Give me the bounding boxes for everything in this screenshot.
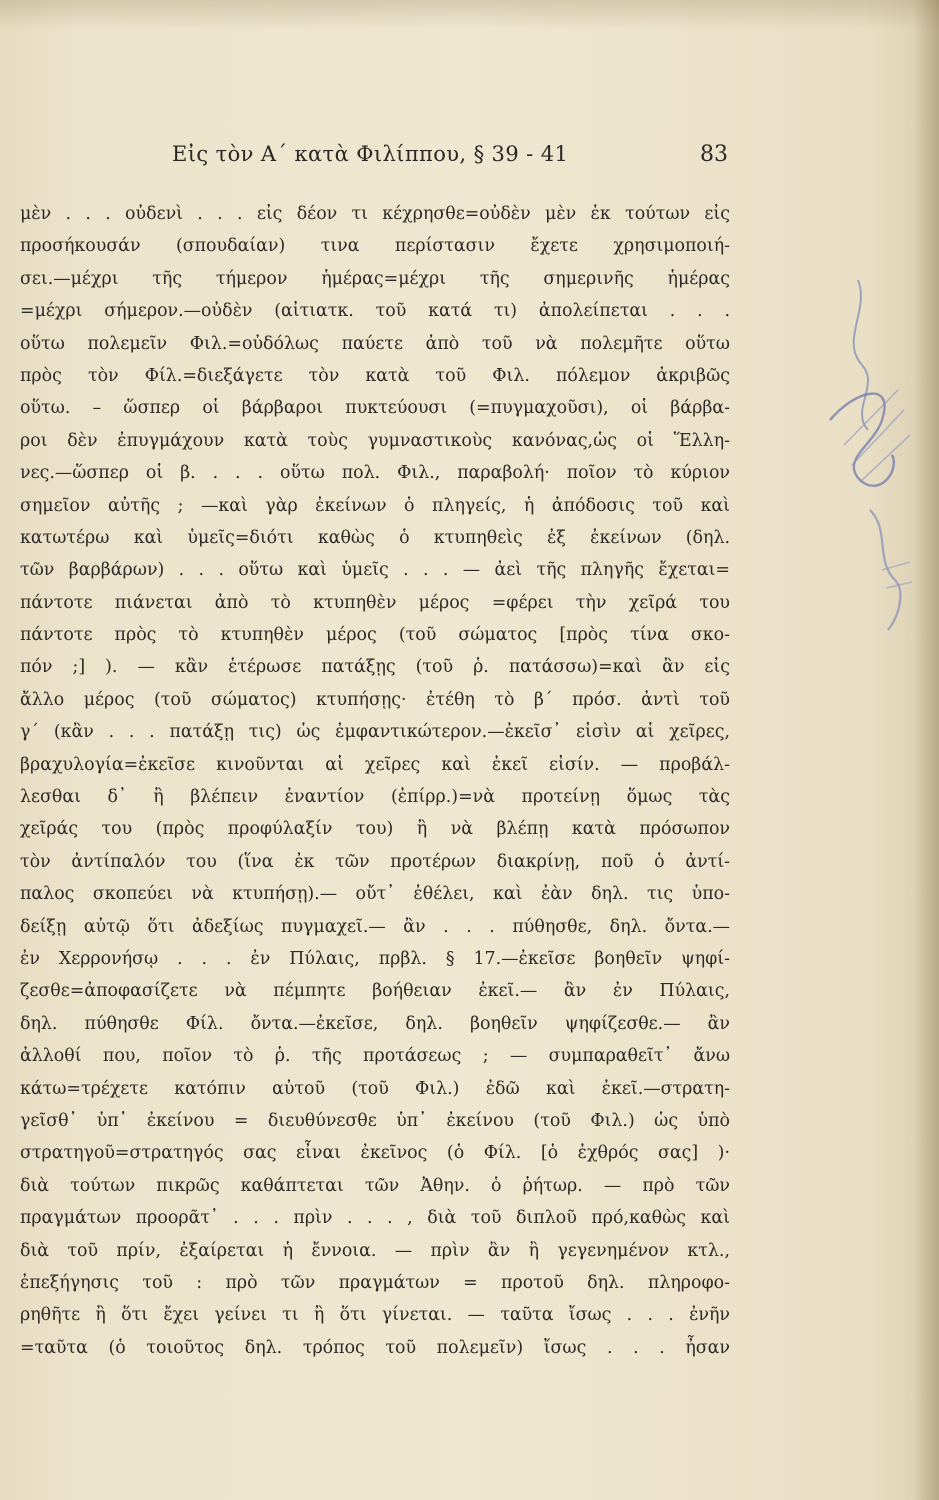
text-line: ζεσθε=ἀποφασίζετε νὰ πέμπητε βοήθειαν ἐκεῖ.— ἂν ἐν Πύλαις, — [20, 981, 730, 1002]
text-line: πάντοτε πιάνεται ἀπὸ τὸ κτυπηθὲν μέρος =φέρει τὴν χεῖρά του — [20, 592, 730, 613]
page-top-shadow — [0, 0, 939, 30]
text-line: διὰ τούτων πικρῶς καθάπτεται τῶν Ἀθην. ὁ ῥήτωρ. — πρὸ τῶν — [20, 1175, 730, 1196]
text-line: δείξῃ αὐτῷ ὅτι ἀδεξίως πυγμαχεῖ.— ἂν . . . πύθησθε, δηλ. ὄντα.— — [20, 916, 730, 937]
text-line: γεῖσθ᾽ ὑπ᾽ ἐκείνου = διευθύνεσθε ὑπ᾽ ἐκείνου (τοῦ Φιλ.) ὡς ὑπὸ — [20, 1110, 730, 1131]
text-line: =ταῦτα (ὁ τοιοῦτος δηλ. τρόπος τοῦ πολεμεῖν) ἴσως . . . ἦσαν — [20, 1337, 730, 1358]
text-line: πόν ;] ). — κἂν ἑτέρωσε πατάξῃς (τοῦ ῥ. πατάσσω)=καὶ ἂν εἰς — [20, 657, 730, 678]
text-line: βραχυλογία=ἐκεῖσε κινοῦνται αἱ χεῖρες καὶ ἐκεῖ εἰσίν. — προβάλ- — [20, 754, 730, 775]
text-line: ἄλλο μέρος (τοῦ σώματος) κτυπήσῃς· ἐτέθη τὸ β΄ πρόσ. ἀντὶ τοῦ — [20, 689, 730, 710]
text-line: σημεῖον αὐτῆς ; —καὶ γὰρ ἐκείνων ὁ πληγείς, ἡ ἀπόδοσις τοῦ καὶ — [20, 495, 730, 516]
text-line: δηλ. πύθησθε Φίλ. ὄντα.—ἐκεῖσε, δηλ. βοηθεῖν ψηφίζεσθε.— ἂν — [20, 1013, 730, 1034]
text-line: σει.—μέχρι τῆς τήμερον ἡμέρας=μέχρι τῆς σημερινῆς ἡμέρας — [20, 268, 730, 289]
text-line: στρατηγοῦ=στρατηγός σας εἶναι ἐκεῖνος (ὁ Φίλ. [ὁ ἐχθρός σας] )· — [20, 1143, 730, 1164]
text-line: ἐπεξήγησις τοῦ : πρὸ τῶν πραγμάτων = προτοῦ δηλ. πληροφο- — [20, 1272, 730, 1293]
text-line: =μέχρι σήμερον.—οὐδὲν (αἰτιατκ. τοῦ κατά τι) ἀπολείπεται . . . — [20, 301, 730, 322]
text-line: οὕτω πολεμεῖν Φιλ.=οὐδόλως παύετε ἀπὸ τοῦ νὰ πολεμῆτε οὕτω — [20, 333, 730, 354]
text-line: κάτω=τρέχετε κατόπιν αὐτοῦ (τοῦ Φιλ.) ἐδῶ καὶ ἐκεῖ.—στρατη- — [20, 1078, 730, 1099]
text-line: οὕτω. – ὥσπερ οἱ βάρβαροι πυκτεύουσι (=πυγμαχοῦσι), οἱ βάρβα- — [20, 398, 730, 419]
text-line: τὸν ἀντίπαλόν του (ἵνα ἐκ τῶν προτέρων διακρίνῃ, ποῦ ὁ ἀντί- — [20, 851, 730, 872]
page-header — [0, 142, 939, 172]
text-line: τῶν βαρβάρων) . . . οὕτω καὶ ὑμεῖς . . . — ἀεὶ τῆς πληγῆς ἔχεται= — [20, 560, 730, 581]
text-line: ἐν Χερρονήσῳ . . . ἐν Πύλαις, πρβλ. § 17.—ἐκεῖσε βοηθεῖν ψηφί- — [20, 948, 730, 969]
text-line: γ΄ (κἂν . . . πατάξῃ τις) ὡς ἐμφαντικώτερον.—ἐκεῖσ᾽ εἰσὶν αἱ χεῖρες, — [20, 722, 730, 743]
text-line: νες.—ὥσπερ οἱ β. . . . οὕτω πολ. Φιλ., παραβολή· ποῖον τὸ κύριον — [20, 463, 730, 484]
text-line: ροι δὲν ἐπυγμάχουν κατὰ τοὺς γυμναστικοὺς κανόνας,ὡς οἱ Ἕλλη- — [20, 430, 730, 451]
text-line: παλος σκοπεύει νὰ κτυπήσῃ).— οὔτ᾽ ἐθέλει, καὶ ἐὰν δηλ. τις ὑπο- — [20, 884, 730, 905]
spine-shadow — [913, 0, 939, 1500]
text-line: πραγμάτων προορᾶτ᾽ . . . πρὶν . . . , διὰ τοῦ διπλοῦ πρό,καθὼς καὶ — [20, 1208, 730, 1229]
text-line: πάντοτε πρὸς τὸ κτυπηθὲν μέρος (τοῦ σώματος [πρὸς τίνα σκο- — [20, 625, 730, 646]
page-number: 83 — [700, 142, 728, 167]
text-line: κατωτέρω καὶ ὑμεῖς=διότι καθὼς ὁ κτυπηθεὶς ἐξ ἐκείνων (δηλ. — [20, 527, 730, 548]
pencil-scribble-icon — [800, 270, 920, 650]
text-line: λεσθαι δ᾽ ἢ βλέπειν ἐναντίον (ἐπίρρ.)=νὰ προτείνῃ ὅμως τὰς — [20, 787, 730, 808]
commentary-text — [20, 198, 730, 1364]
text-line: προσήκουσάν (σπουδαίαν) τινα περίστασιν ἔχετε χρησιμοποιή- — [20, 236, 730, 257]
running-title: Εἰς τὸν Α΄ κατὰ Φιλίππου, § 39 - 41 — [172, 142, 569, 166]
text-line: διὰ τοῦ πρίν, ἐξαίρεται ἡ ἔννοια. — πρὶν ἂν ἢ γεγενημένον κτλ., — [20, 1240, 730, 1261]
text-line: χεῖράς του (πρὸς προφύλαξίν του) ἢ νὰ βλέπῃ κατὰ πρόσωπον — [20, 819, 730, 840]
text-line: πρὸς τὸν Φίλ.=διεξάγετε τὸν κατὰ τοῦ Φιλ. πόλεμον ἀκριβῶς — [20, 365, 730, 386]
text-line: μὲν . . . οὐδενὶ . . . εἰς δέον τι κέχρησθε=οὐδὲν μὲν ἐκ τούτων εἰς — [20, 204, 730, 224]
text-line: ρηθῆτε ἢ ὅτι ἔχει γείνει τι ἢ ὅτι γίνεται. — ταῦτα ἴσως . . . ἐνῆν — [20, 1305, 730, 1326]
text-line: ἀλλοθί που, ποῖον τὸ ῥ. τῆς προτάσεως ; — συμπαραθεῖτ᾽ ἄνω — [20, 1046, 730, 1067]
